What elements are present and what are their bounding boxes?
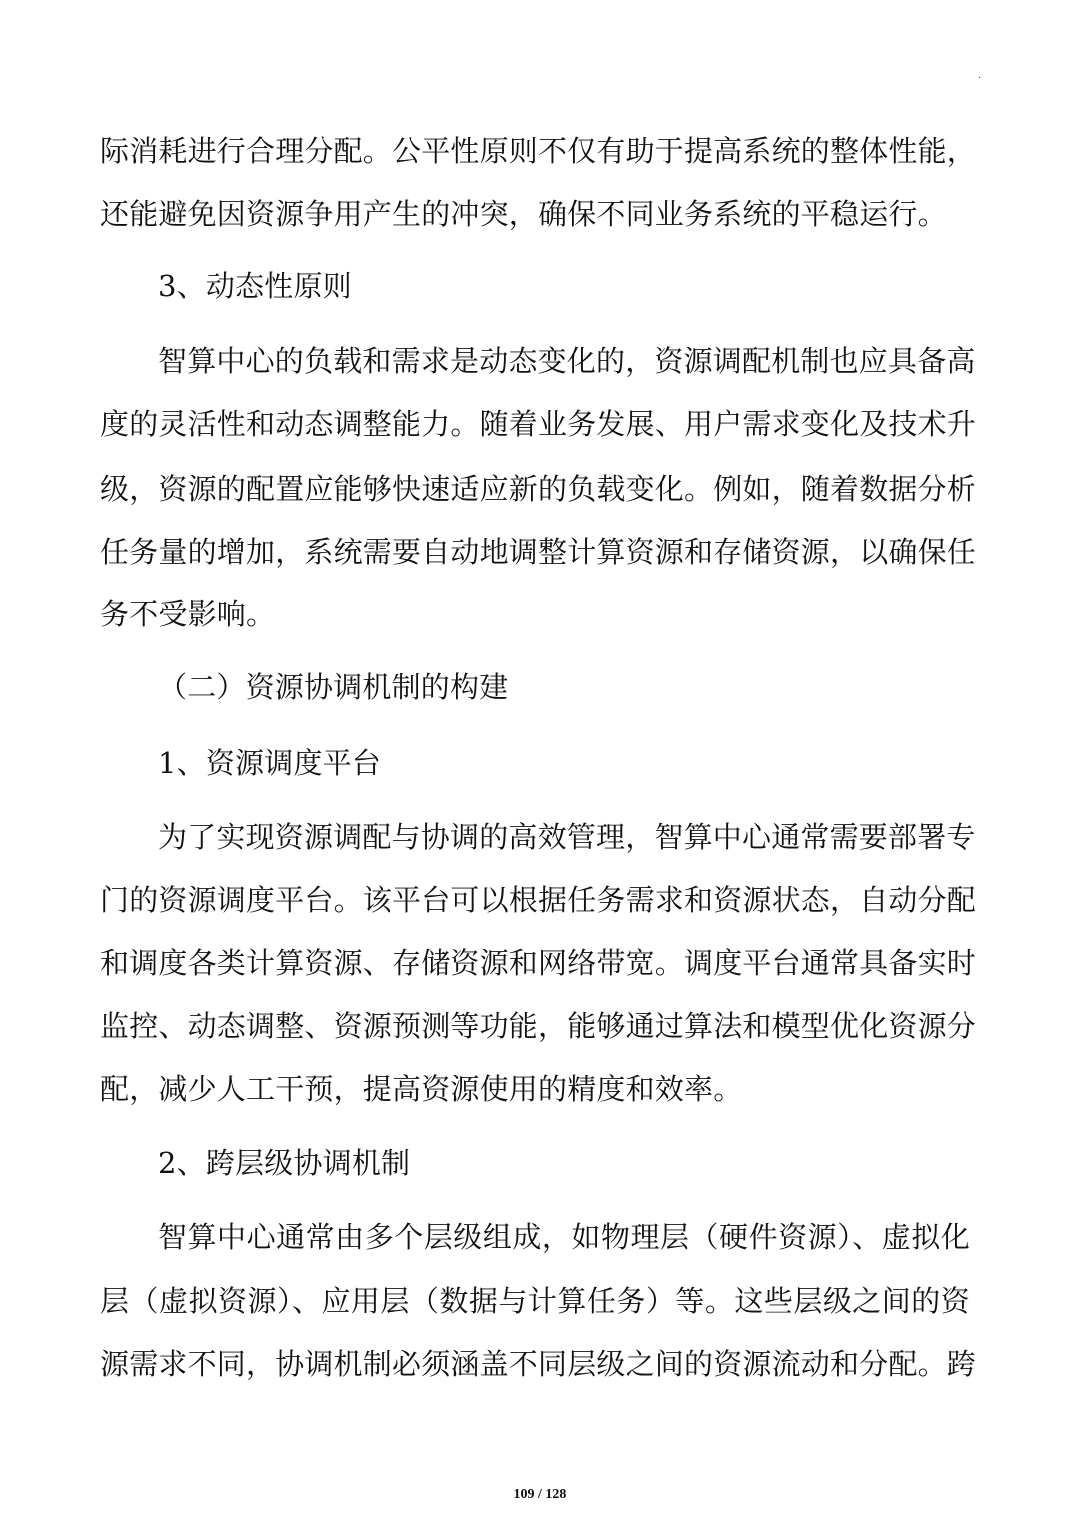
body-line: 智算中心的负载和需求是动态变化的，资源调配机制也应具备高 xyxy=(158,344,976,378)
chapter-heading: （二）资源协调机制的构建 xyxy=(158,670,509,704)
body-line: 为了实现资源调配与协调的高效管理，智算中心通常需要部署专 xyxy=(158,820,976,854)
body-line: 配，减少人工干预，提高资源使用的精度和效率。 xyxy=(100,1072,743,1106)
section-heading: 3、动态性原则 xyxy=(158,269,352,303)
body-line: 智算中心通常由多个层级组成，如物理层（硬件资源）、虚拟化 xyxy=(158,1220,970,1254)
body-line: 层（虚拟资源）、应用层（数据与计算任务）等。这些层级之间的资 xyxy=(100,1284,970,1318)
corner-mark: · xyxy=(978,73,982,84)
body-line: 还能避免因资源争用产生的冲突，确保不同业务系统的平稳运行。 xyxy=(100,197,947,231)
section-heading: 1、资源调度平台 xyxy=(158,746,382,780)
body-line: 任务量的增加，系统需要自动地调整计算资源和存储资源，以确保任 xyxy=(100,535,977,569)
body-line: 级，资源的配置应能够快速适应新的负载变化。例如，随着数据分析 xyxy=(100,472,977,506)
body-line: 源需求不同，协调机制必须涵盖不同层级之间的资源流动和分配。跨 xyxy=(100,1347,977,1381)
body-line: 门的资源调度平台。该平台可以根据任务需求和资源状态，自动分配 xyxy=(100,883,977,917)
body-line: 度的灵活性和动态调整能力。随着业务发展、用户需求变化及技术升 xyxy=(100,407,977,441)
body-line: 和调度各类计算资源、存储资源和网络带宽。调度平台通常具备实时 xyxy=(100,946,977,980)
body-line: 监控、动态调整、资源预测等功能，能够通过算法和模型优化资源分 xyxy=(100,1009,977,1043)
body-line: 际消耗进行合理分配。公平性原则不仅有助于提高系统的整体性能， xyxy=(100,134,977,168)
page-number: 109 / 128 xyxy=(513,1487,567,1502)
section-heading: 2、跨层级协调机制 xyxy=(158,1146,411,1180)
body-line: 务不受影响。 xyxy=(100,597,276,631)
